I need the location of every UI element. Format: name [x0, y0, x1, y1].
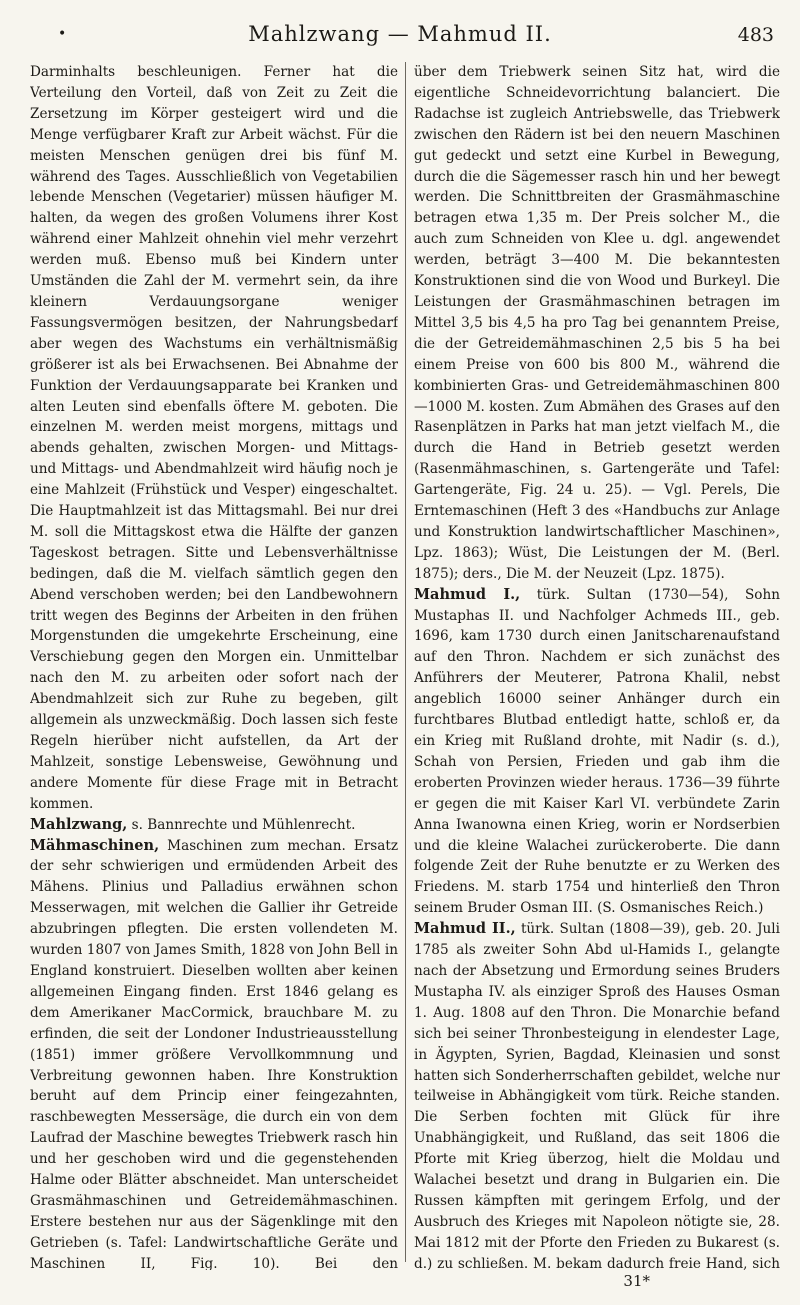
entry-mahlzwang — [30, 815, 398, 836]
entry-text: s. Bannrechte und Mühlenrecht. — [127, 816, 356, 833]
paragraph-maehmaschinen-continued: über dem Triebwerk seinen Sitz hat, wird die eigentliche Schneidevorrichtung balanciert. Die Radachse ist zugleich Antriebswelle, das Triebwerk zwischen den Rädern ist bei den neuern Maschinen gut gedeckt und setzt eine Kurbel in Bewegung, durch die die Sägemesser rasch hin und her bewegt werden. Die Schnittbreiten der Grasmähmaschine betragen etwa 1,35 m. Der Preis solcher M., die auch zum Schneiden von Klee u. dgl. angewendet werden, beträgt 3—400 M. Die bekanntesten Konstruktionen sind die von Wood und Burkeyl. Die Leistungen der Grasmähmaschinen betragen im Mittel 3,5 bis 4,5 ha pro Tag bei genanntem Preise, die der Getreidemähmaschinen 2,5 bis 5 ha bei einem Preise von 600 bis 800 M., während die kombinierten Gras- und Getreidemähmaschinen 800—1000 M. kosten. Zum Abmähen des Grases auf den Rasenplätzen in Parks hat man jetzt vielfach M., die durch die Hand in Betrieb gesetzt werden (Rasenmähmaschinen, s. Gartengeräte und Tafel: Gartengeräte, Fig. 24 u. 25). — Vgl. Perels, Die Erntemaschinen (Heft 3 des «Handbuchs zur Anlage und Konstruktion landwirtschaftlicher Maschinen», Lpz. 1863); Wüst, Die Leistungen der M. (Berl. 1875); ders., Die M. der Neuzeit (Lpz. 1875). — [414, 64, 780, 582]
entry-mahmud-ii — [414, 919, 780, 1270]
page-header — [20, 22, 780, 52]
entry-headword: Mahmud I., — [414, 585, 521, 603]
entry-headword: Mahmud II., — [414, 920, 516, 938]
entry-text: türk. Sultan (1730—54), Sohn Mustaphas II. und Nachfolger Achmeds III., geb. 1696, kam 1730 durch einen Janitscharenaufstand auf den Thron. Nachdem er sich zunächst des Anführers der Meuterer, Patrona Khalil, nebst angeblich 16000 seiner Anhänger durch ein furchtbares Blutbad entledigt hatte, schloß er, da ein Krieg mit Rußland drohte, mit Nadir (s. d.), Schah von Persien, Frieden und gab ihm die eroberten Provinzen wieder heraus. 1736—39 führte er gegen die mit Kaiser Karl VI. verbündete Zarin Anna Iwanowna einen Krieg, worin er Nordserbien und die kleine Walachei zurückeroberte. Die dann folgende Zeit der Ruhe benutzte er zu Werken des Friedens. M. starb 1754 und hinterließ den Thron seinem Bruder Osman III. (S. Osmanisches Reich.) — [414, 586, 780, 917]
entry-headword: Mähmaschinen, — [30, 836, 160, 854]
header-dot: • — [58, 26, 67, 42]
column-divider — [405, 62, 406, 1262]
entry-mahmud-i — [414, 585, 780, 920]
entry-text: Maschinen zum mechan. Ersatz der sehr schwierigen und ermüdenden Arbeit des Mähens. Plinius und Palladius erwähnen schon Messerwagen, mit welchen die Gallier ihr Getreide abzubringen pflegten. Die ersten vollendeten M. wurden 1807 von James Smith, 1828 von John Bell in England konstruiert. Dieselben wollten aber keinen allgemeinen Eingang finden. Erst 1846 gelang es dem Amerikaner MacCormick, brauchbare M. zu erfinden, die seit der Londoner Industrieausstellung (1851) immer größere Vervollkommnung und Verbreitung gewonnen haben. Ihre Konstruktion beruht auf dem Princip einer feingezahnten, raschbewegten Messersäge, die durch ein von dem Laufrad der Maschine bewegtes Triebwerk rasch hin und her geschoben wird und die gegenstehenden Halme oder Blätter abschneidet. Man unterscheidet Grasmähmaschinen und Getreidemähmaschinen. Erstere bestehen nur aus der Sägenklinge mit den Getrieben (s. Tafel: Landwirtschaftliche Geräte und Maschinen II, Fig. 10). Bei den — [30, 837, 398, 1270]
right-column — [414, 62, 780, 1270]
sheet-signature: 31* — [623, 1272, 650, 1290]
paragraph-mahlzeit-continued: Darminhalts beschleunigen. Ferner hat die Verteilung den Vorteil, daß von Zeit zu Zeit die Zersetzung im Körper gesteigert wird und die Menge verfügbarer Kraft zur Arbeit wächst. Für die meisten Menschen genügen drei bis fünf M. während des Tages. Ausschließlich von Vegetabilien lebende Menschen (Vegetarier) müssen häufiger M. halten, da wegen des großen Volumens ihrer Kost während einer Mahlzeit ohnehin viel mehr verzehrt werden muß. Ebenso muß bei Kindern unter Umständen die Zahl der M. vermehrt sein, da ihre kleinern Verdauungsorgane weniger Fassungsvermögen besitzen, der Nahrungsbedarf aber wegen des Wachstums ein verhältnismäßig größerer ist als bei Erwachsenen. Bei Abnahme der Funktion der Verdauungsapparate bei Kranken und alten Leuten sind ebenfalls öftere M. geboten. Die einzelnen M. werden meist morgens, mittags und abends gehalten, zwischen Morgen- und Mittags- und Mittags- und Abendmahlzeit wird häufig noch je eine Mahlzeit (Frühstück und Vesper) eingeschaltet. Die Hauptmahlzeit ist das Mittagsmahl. Bei nur drei M. soll die Mittagskost etwa die Hälfte der ganzen Tageskost betragen. Sitte und Lebensverhältnisse bedingen, daß die M. vielfach sämtlich gegen den Abend verschoben werden; bei den Landbewohnern tritt wegen des Beginns der Arbeiten in den frühen Morgenstunden die umgekehrte Erscheinung, eine Verschiebung gegen den Morgen ein. Unmittelbar nach den M. zu arbeiten oder sofort nach der Abendmahlzeit sich zur Ruhe zu begeben, gilt allgemein als unzweckmäßig. Doch lassen sich feste Regeln hierüber nicht aufstellen, da Art der Mahlzeit, sonstige Lebensweise, Gewöhnung und andere Momente für diese Frage mit in Betracht kommen. — [30, 64, 398, 812]
entry-maehmaschinen — [30, 836, 398, 1270]
entry-headword: Mahlzwang, — [30, 815, 128, 833]
left-column — [30, 62, 398, 1270]
entry-text: türk. Sultan (1808—39), geb. 20. Juli 1785 als zweiter Sohn Abd ul-Hamids I., gelangte nach der Absetzung und Ermordung seines Bruders Mustapha IV. als einziger Sproß des Hauses Osman 1. Aug. 1808 auf den Thron. Die Monarchie befand sich bei seiner Thronbesteigung in elendester Lage, in Ägypten, Syrien, Bagdad, Kleinasien und sonst hatten sich Sonderherrschaften gebildet, welche nur teilweise in Abhängigkeit vom türk. Reiche standen. Die Serben fochten mit Glück für ihre Unabhängigkeit, und Rußland, das seit 1806 die Pforte mit Krieg überzog, hielt die Moldau und Walachei besetzt und drang in Bulgarien ein. Die Russen kämpften mit geringem Erfolg, und der Ausbruch des Krieges mit Napoleon nötigte sie, 28. Mai 1812 mit der Pforte den Frieden zu Bukarest (s. d.) zu schließen. M. bekam dadurch freie Hand, sich — [414, 921, 780, 1270]
page-number: 483 — [737, 24, 774, 46]
running-title: Mahlzwang — Mahmud II. — [248, 22, 552, 46]
